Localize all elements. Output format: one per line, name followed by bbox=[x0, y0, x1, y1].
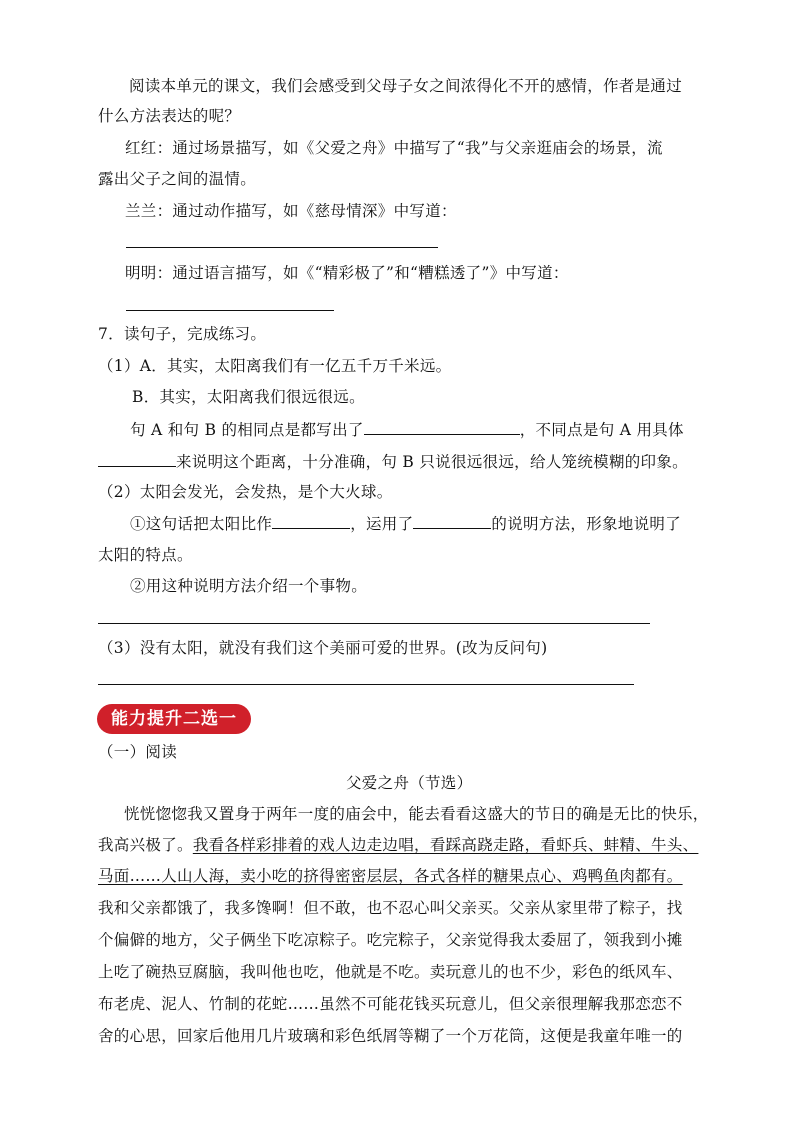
q7-2-blank-1[interactable] bbox=[272, 512, 350, 529]
hong-line-2: 露出父子之间的温情。 bbox=[98, 170, 257, 188]
hong-line-1: 红红：通过场景描写，如《父爱之舟》中描写了“我”与父亲逛庙会的场景，流 bbox=[125, 139, 663, 157]
reading-subtitle: （一）阅读 bbox=[98, 743, 178, 761]
q7-2-1-end: 太阳的特点。 bbox=[98, 546, 193, 564]
q7-1-blank-1[interactable] bbox=[364, 418, 520, 435]
q7-1-c bbox=[130, 418, 684, 441]
passage-line-5: 个偏僻的地方，父子俩坐下吃凉粽子。吃完粽子，父亲觉得我太委屈了，领我到小摊 bbox=[98, 931, 683, 949]
lan-answer-blank[interactable] bbox=[126, 247, 438, 248]
passage-line-4: 我和父亲都饿了，我多馋啊！但不敢，也不忍心叫父亲买。父亲从家里带了粽子，找 bbox=[98, 899, 683, 917]
q7-2: （2）太阳会发光，会发热，是个大火球。 bbox=[98, 483, 393, 501]
section-badge: 能力提升二选一 bbox=[97, 704, 251, 734]
q7-1-blank-2[interactable] bbox=[98, 450, 176, 467]
passage-line-6: 上吃了碗热豆腐脑，我叫他也吃，他就是不吃。卖玩意儿的也不少，彩色的纸风车、 bbox=[98, 963, 683, 981]
q7-1-c-post: ，不同点是句 A 用具体 bbox=[519, 421, 684, 439]
passage-line-7: 布老虎、泥人、竹制的花蛇……虽然不可能花钱买玩意儿，但父亲很理解我那恋恋不 bbox=[98, 995, 683, 1013]
q7-1-b: B．其实，太阳离我们很远很远。 bbox=[132, 388, 365, 406]
q7-2-blank-2[interactable] bbox=[413, 512, 491, 529]
q7-2-1 bbox=[130, 512, 681, 535]
q7-1-d bbox=[98, 450, 688, 473]
intro-line-1: 阅读本单元的课文，我们会感受到父母子女之间浓得化不开的感情，作者是通过 bbox=[129, 77, 683, 95]
passage-line-3-underlined: 马面……人山人海，卖小吃的挤得密密层层，各式各样的糖果点心、鸡鸭鱼肉都有。 bbox=[98, 867, 683, 885]
passage-line-2 bbox=[98, 834, 698, 856]
passage-line-1: 恍恍惚惚我又置身于两年一度的庙会中，能去看看这盛大的节日的确是无比的快乐， bbox=[124, 805, 709, 823]
q7-2-2: ②用这种说明方法介绍一个事物。 bbox=[130, 577, 368, 595]
q7-2-1-mid: ，运用了 bbox=[350, 515, 414, 533]
q7-title: 7．读句子，完成练习。 bbox=[98, 325, 267, 343]
ming-answer-blank[interactable] bbox=[126, 310, 334, 311]
intro-line-2: 什么方法表达的呢？ bbox=[98, 107, 241, 125]
q7-2-answer-line[interactable] bbox=[98, 623, 650, 624]
q7-2-1-pre: ①这句话把太阳比作 bbox=[130, 515, 273, 533]
passage-title: 父爱之舟（节选） bbox=[346, 774, 473, 792]
passage-line-8: 舍的心思，回家后他用几片玻璃和彩色纸屑等糊了一个万花筒，这便是我童年唯一的 bbox=[98, 1027, 683, 1045]
q7-1-a: （1）A．其实，太阳离我们有一亿五千万千米远。 bbox=[98, 357, 452, 375]
q7-1-d-text: 来说明这个距离，十分准确，句 B 只说很远很远，给人笼统模糊的印象。 bbox=[176, 453, 688, 471]
q7-3: （3）没有太阳，就没有我们这个美丽可爱的世界。(改为反问句) bbox=[98, 639, 548, 657]
q7-2-1-post: 的说明方法，形象地说明了 bbox=[491, 515, 682, 533]
passage-line-2-plain: 我高兴极了。 bbox=[98, 836, 193, 854]
passage-line-2-underlined: 我看各样彩排着的戏人边走边唱，看踩高跷走路，看虾兵、蚌精、牛头、 bbox=[192, 836, 699, 854]
q7-1-c-pre: 句 A 和句 B 的相同点是都写出了 bbox=[130, 421, 364, 439]
ming-line: 明明：通过语言描写，如《“精彩极了”和“糟糕透了”》中写道： bbox=[125, 264, 569, 282]
lan-line: 兰兰：通过动作描写，如《慈母情深》中写道： bbox=[125, 202, 457, 220]
q7-3-answer-line[interactable] bbox=[98, 684, 634, 685]
